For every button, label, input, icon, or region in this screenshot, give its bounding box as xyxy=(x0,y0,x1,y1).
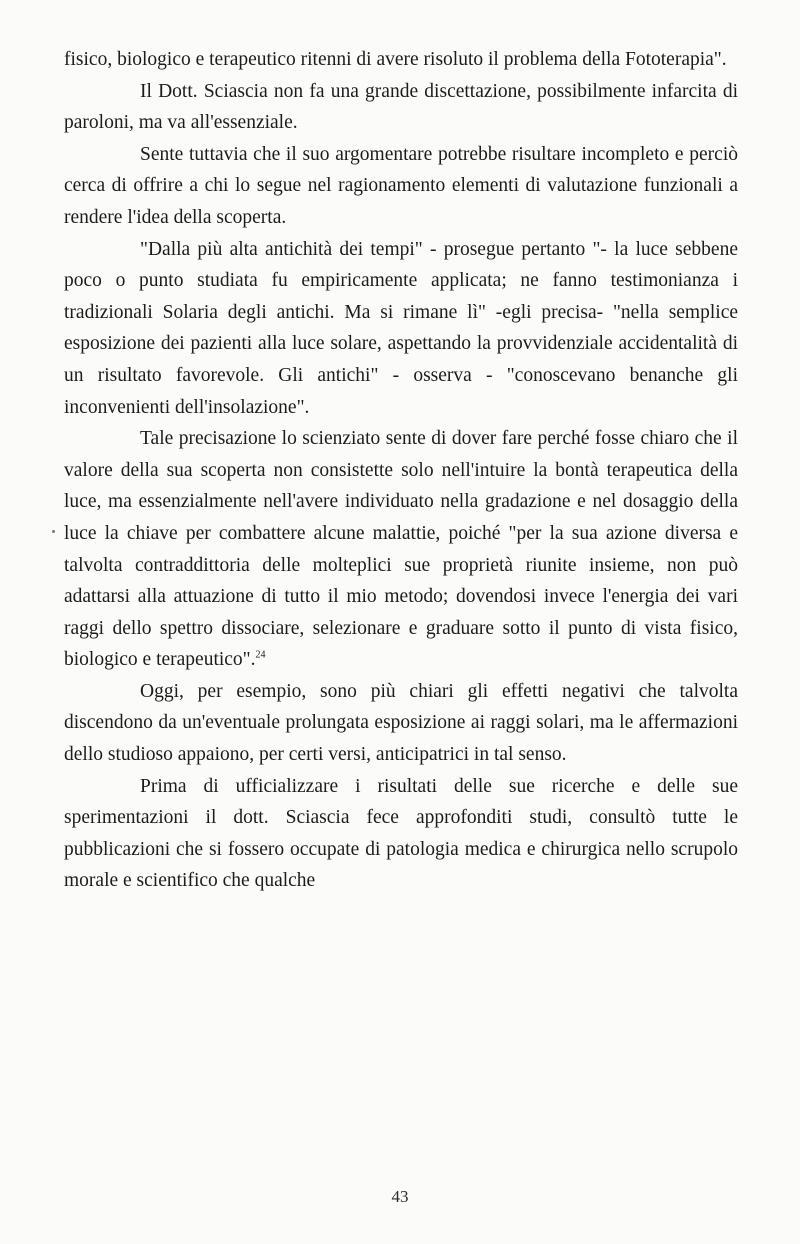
paragraph-text: Tale precisazione lo scienziato sente di dover fare perché fosse chiaro che il valore della sua scoperta non consistette solo nell'intuire la bontà terapeutica della luce, ma essenzialmente nell'avere individuato nella gradazione e nel dosaggio della luce la chiave per combattere alcune malattie, poiché "per la sua azione diversa e talvolta contraddittoria delle molteplici sue proprietà riunite insieme, non può adattarsi alla attuazione di tutto il mio metodo; dovendosi invece l'energia dei vari raggi dello spettro dissociare, selezionare e graduare sotto il punto di vista fisico, biologico e terapeutico". xyxy=(64,428,738,671)
paragraph: Sente tuttavia che il suo argomentare potrebbe risultare incompleto e perciò cerca di offrire a chi lo segue nel ragionamento elementi di valutazione funzionali a rendere l'idea della scoperta. xyxy=(64,143,738,228)
paragraph: "Dalla più alta antichità dei tempi" - prosegue pertanto "- la luce sebbene poco o punto studiata fu empiricamente applicata; ne fanno testimonianza i tradizionali Solaria degli antichi. Ma si rimane lì" -egli precisa- "nella semplice esposizione dei pazienti alla luce solare, aspettando la provvidenziale accidentalità di un risultato favorevole. Gli antichi" - osserva - "conoscevano benanche gli inconvenienti dell'insolazione". xyxy=(64,238,738,418)
paragraph: Prima di ufficializzare i risultati delle sue ricerche e delle sue sperimentazioni il dott. Sciascia fece approfonditi studi, consultò tutte le pubblicazioni che si fossero occupate di patologia medica e chirurgica nello scrupolo morale e scientifico che qualche xyxy=(64,775,738,892)
body-text xyxy=(64,44,738,897)
paragraph-with-footnote xyxy=(64,423,738,676)
page-number: 43 xyxy=(391,1187,409,1206)
paragraph: Oggi, per esempio, sono più chiari gli effetti negativi che talvolta discendono da un'eventuale prolungata esposizione ai raggi solari, ma le affermazioni dello studioso appaiono, per certi versi, anticipatrici in tal senso. xyxy=(64,680,738,766)
scan-speck xyxy=(52,530,55,533)
footnote-marker: 24 xyxy=(255,649,266,661)
paragraph-continuation: fisico, biologico e terapeutico ritenni di avere risoluto il problema della Fototerapia". xyxy=(64,49,727,70)
paragraph: Il Dott. Sciascia non fa una grande discettazione, possibilmente infarcita di paroloni, ma va all'essenziale. xyxy=(64,80,738,134)
